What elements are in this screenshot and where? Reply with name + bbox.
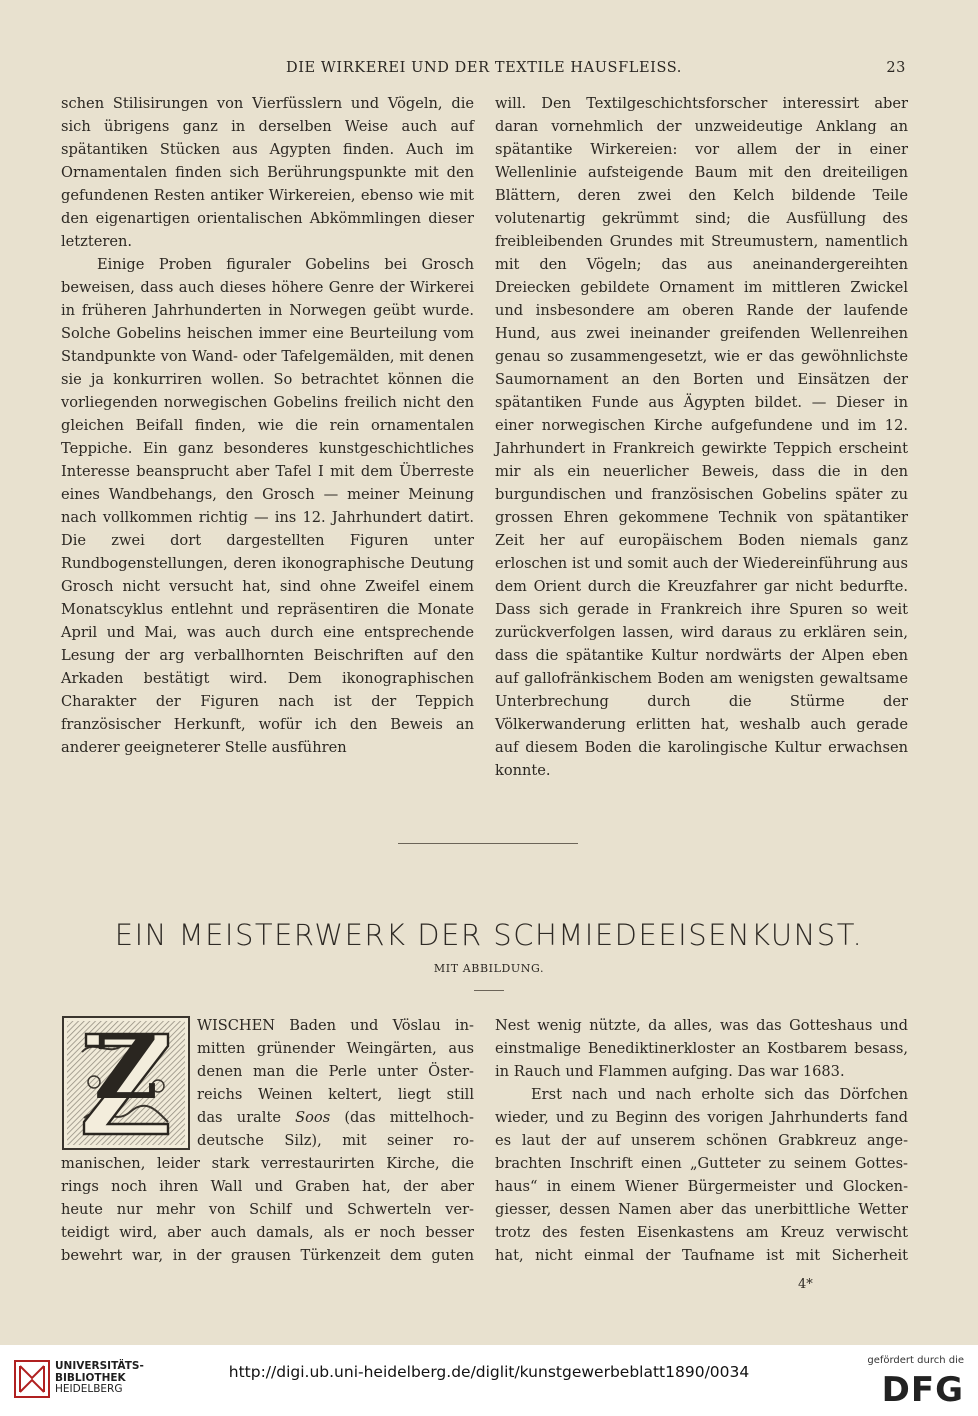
article-right-column — [495, 1014, 908, 1267]
article-left-column — [61, 1014, 474, 1267]
article-line: teidigt wird, aber auch damals, als er noch besser — [61, 1224, 474, 1241]
signature-mark: 4* — [798, 1277, 813, 1292]
article-line: haus“ in einem Wiener Bürgermeister und Glocken- — [495, 1178, 908, 1195]
article-line: in Rauch und Flammen aufging. Das war 1683. — [495, 1063, 845, 1080]
library-line-3: HEIDELBERG — [55, 1383, 123, 1395]
article-line: denen man die Perle unter Öster- — [197, 1063, 474, 1080]
article-line: deutsche Silz), mit seiner ro- — [197, 1132, 474, 1149]
article-line: trotz des festen Eisenkastens am Kreuz verwischt — [495, 1224, 908, 1241]
article-line: rings noch ihren Wall und Graben hat, der aber — [61, 1178, 474, 1195]
article-line: es laut der auf unserem schönen Grabkreuz ange- — [495, 1132, 908, 1149]
dfg-logo: DFG — [881, 1370, 964, 1410]
right-column — [495, 92, 908, 782]
soos-before: das uralte — [197, 1109, 296, 1126]
article-line: brachten Inschrift einen „Gutteter zu seinem Gottes- — [495, 1155, 908, 1172]
article-line: mitten grünender Weingärten, aus — [197, 1040, 474, 1057]
article-line: manischen, leider stark verrestaurirten Kirche, die — [61, 1155, 474, 1172]
funded-by-label: gefördert durch die — [867, 1355, 964, 1366]
left-paragraph-2: Einige Proben figuraler Gobelins bei Grosch beweisen, dass auch dieses höhere Genre der Wirkerei in früheren Jahrhunderten in Norwegen geübt wurde. Solche Gobelins heischen immer eine Beurteilung vom Standpunkte von Wand- oder Tafelgemälden, mit denen sie ja konkurriren wollen. So betrachtet können die vorliegenden norwegischen Gobelins freilich nicht den gleichen Beifall finden, wie die rein ornamentalen Teppiche. Ein ganz besonderes kunstgeschichtliches Interesse beansprucht aber Tafel I mit dem Überreste eines Wandbehangs, den Grosch — meiner Meinung nach vollkommen richtig — ins 12. Jahrhundert datirt. Die zwei dort dargestellten Figuren unter Rundbogenstellungen, deren ikonographische Deutung Grosch nicht versucht hat, sind ohne Zweifel einem Monatscyklus entlehnt und repräsentiren die Monate April und Mai, was auch durch eine entsprechende Lesung der arg verballhornten Beischriften auf den Arkaden bestätigt wird. Dem ikonographischen Charakter der Figuren nach ist der Teppich französischer Herkunft, wofür ich den Beweis an anderer geeigneterer Stelle ausführen — [61, 256, 474, 756]
source-url-link[interactable]: http://digi.ub.uni-heidelberg.de/diglit/kunstgewerbeblatt1890/0034 — [228, 1363, 750, 1381]
article-subtitle: MIT ABBILDUNG. — [433, 962, 545, 975]
article-line: Nest wenig nützte, da alles, was das Gotteshaus und — [495, 1017, 908, 1034]
soos-after: (das mittelhoch- — [330, 1109, 474, 1126]
article-line-soos — [197, 1106, 474, 1129]
soos-italic: Soos — [295, 1109, 331, 1126]
article-line: Erst nach und nach erholte sich das Dörfchen — [531, 1086, 908, 1103]
article-line: giesser, dessen Namen aber das unerbittliche Wetter — [495, 1201, 908, 1218]
library-line-1: UNIVERSITÄTS- — [55, 1360, 144, 1372]
left-paragraph-1: schen Stilisirungen von Vierfüsslern und Vögeln, die sich übrigens ganz in derselben Weise auch auf spätantiken Stücken aus Agypten finden. Auch im Ornamentalen finden sich Berührungspunkte mit den gefundenen Resten antiker Wirkereien, ebenso wie mit den eigenartigen orientalischen Abkömmlingen dieser letzteren. — [61, 95, 474, 250]
article-line: wieder, und zu Beginn des vorigen Jahrhunderts fand — [495, 1109, 908, 1126]
article-line: bewehrt war, in der grausen Türkenzeit dem guten — [61, 1247, 474, 1264]
subtitle-divider — [474, 990, 504, 991]
left-column — [61, 92, 474, 759]
section-divider — [398, 843, 578, 844]
svg-text:Z: Z — [93, 1018, 159, 1119]
running-head-title: DIE WIRKEREI UND DER TEXTILE HAUSFLEISS. — [285, 60, 682, 76]
article-line: heute nur mehr von Schilf und Schwerteln ver- — [61, 1201, 474, 1218]
footer-bar — [0, 1345, 978, 1416]
right-paragraph-1: will. Den Textilgeschichtsforscher interessirt aber daran vornehmlich der unzweideutige Anklang an spätantike Wirkereien: vor allem der in einer Wellenlinie aufsteigende Baum mit den dreiteiligen Blättern, deren zwei den Kelch bildende Teile volutenartig gekrümmt sind; die Ausfüllung des freibleibenden Grundes mit Streumustern, namentlich mit den Vögeln; das aus aneinandergereihten Dreiecken gebildete Ornament im mittleren Zwickel und insbesondere am oberen Rande der laufende Hund, aus zwei ineinander greifenden Wellenreihen genau so zusammengesetzt, wie er das gewöhnlichste Saumornament an den Borten und Einsätzen der spätantiken Funde aus Ägypten bildet. — Dieser in einer norwegischen Kirche aufgefundene und im 12. Jahrhundert in Frankreich gewirkte Teppich erscheint mir als ein neuerlicher Beweis, dass die in den burgundischen und französischen Gobelins später zu grossen Ehren gekommene Technik von spätantiker Zeit her auf europäischem Boden niemals ganz erloschen ist und somit auch der Wiedereinführung aus dem Orient durch die Kreuzfahrer gar nicht bedurfte. Dass sich gerade in Frankreich ihre Spuren so weit zurückverfolgen lassen, wird daraus zu erklären sein, dass die spätantike Kultur nordwärts der Alpen eben auf gallofränkischem Boden am wenigsten gewaltsame Unterbrechung durch die Stürme der Völkerwanderung erlitten hat, weshalb auch gerade auf diesem Boden die karolingische Kultur erwachsen konnte. — [495, 95, 908, 779]
article-line: reichs Weinen keltert, liegt still — [197, 1086, 474, 1103]
page-number: 23 — [886, 60, 906, 76]
article-line: WISCHEN Baden und Vöslau in- — [197, 1017, 474, 1034]
article-title: EIN MEISTERWERK DER SCHMIEDEEISENKUNST. — [114, 918, 864, 952]
library-line-2: BIBLIOTHEK — [55, 1371, 126, 1384]
article-line: einstmalige Benediktinerkloster an Kostbarem besass, — [495, 1040, 908, 1057]
article-line: hat, nicht einmal der Taufname ist mit Sicherheit — [495, 1247, 908, 1264]
